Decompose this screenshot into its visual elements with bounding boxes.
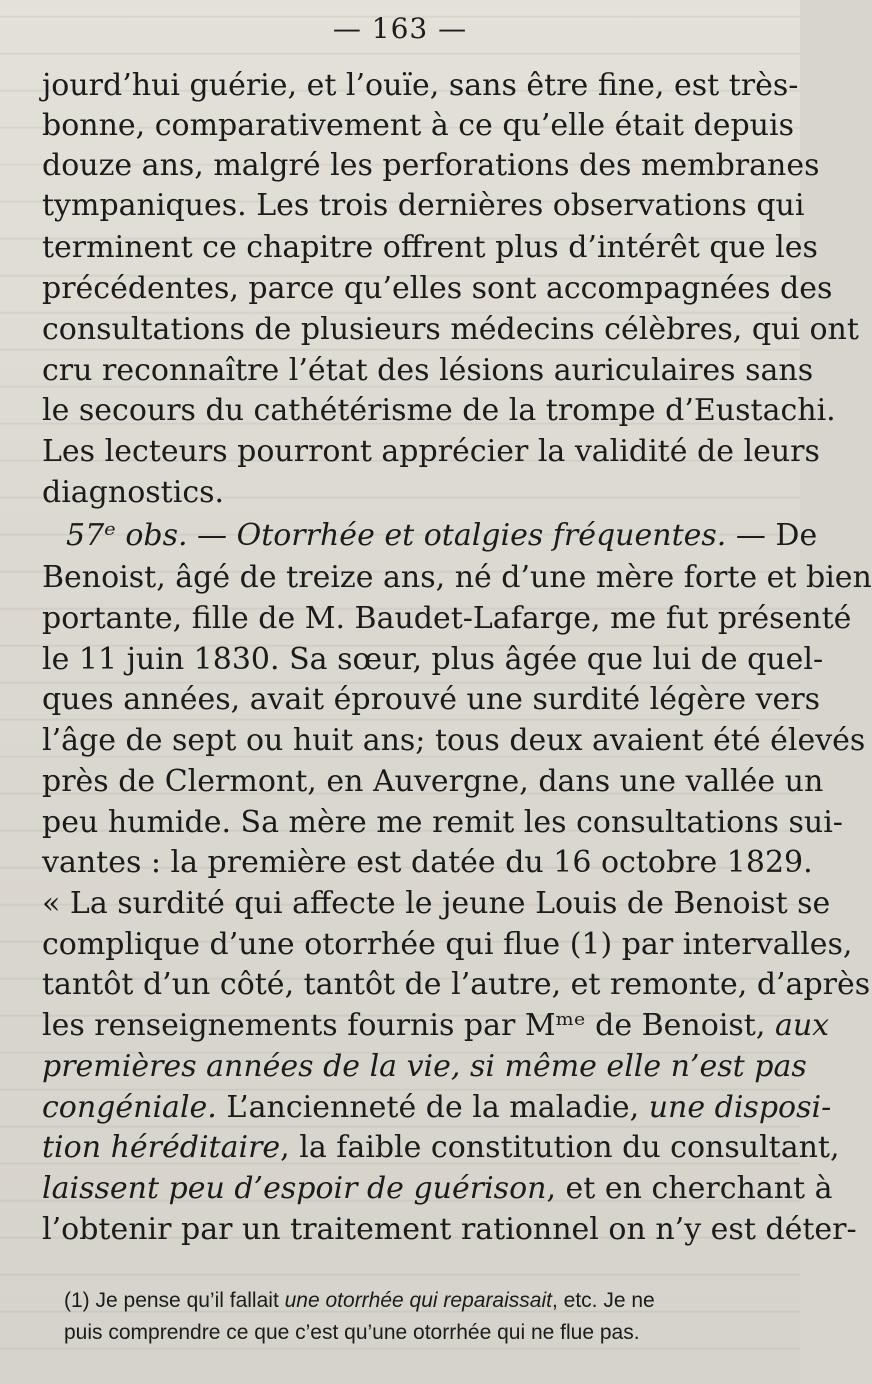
text-fragment: , la faible constitution du consultant, <box>280 1130 840 1165</box>
text-line: tympaniques. Les trois dernières observations qui <box>42 188 805 223</box>
text-fragment: L’ancienneté de la maladie, <box>216 1090 649 1125</box>
text-line: terminent ce chapitre offrent plus d’intérêt que les <box>42 230 818 265</box>
text-line <box>42 1088 832 1128</box>
text-fragment: — De <box>726 518 818 553</box>
footnote-line: puis comprendre ce que c’est qu’une otorrhée qui ne flue pas. <box>64 1321 640 1344</box>
text-line: vantes : la première est datée du 16 octobre 1829. <box>42 845 813 880</box>
page-number: — 163 — <box>332 12 468 45</box>
text-line: tantôt d’un côté, tantôt de l’autre, et remonte, d’après <box>42 967 871 1002</box>
text-fragment: les renseignements fournis par Mᵐᵉ de Benoist, <box>42 1008 775 1043</box>
text-line <box>42 1047 807 1087</box>
text-line: l’âge de sept ou huit ans; tous deux avaient été élevés <box>42 723 866 758</box>
italic-fragment: premières années de la vie, si même elle n’est pas <box>42 1049 807 1084</box>
italic-fragment: congéniale. <box>42 1090 217 1125</box>
italic-fragment: une disposi- <box>648 1090 832 1125</box>
observation-heading <box>66 516 818 556</box>
footnote-text: , etc. Je ne <box>551 1289 655 1312</box>
footnote-italic: une otorrhée qui reparaissait <box>284 1289 552 1312</box>
footnote-line <box>64 1286 760 1316</box>
text-line: précédentes, parce qu’elles sont accompagnées des <box>42 271 833 306</box>
text-line: diagnostics. <box>42 475 225 510</box>
text-line: le secours du cathétérisme de la trompe d’Eustachi. <box>42 393 836 428</box>
text-line: portante, fille de M. Baudet-Lafarge, me fut présenté <box>42 601 852 636</box>
text-line: complique d’une otorrhée qui flue (1) par intervalles, <box>42 927 853 962</box>
text-line: Benoist, âgé de treize ans, né d’une mère forte et bien <box>42 560 872 595</box>
text-line: ques années, avait éprouvé une surdité légère vers <box>42 682 821 717</box>
italic-fragment: aux <box>774 1008 830 1043</box>
text-line: peu humide. Sa mère me remit les consultations sui- <box>42 805 843 840</box>
footnote-text: (1) Je pense qu’il fallait <box>64 1289 285 1312</box>
italic-fragment: tion héréditaire <box>42 1130 281 1165</box>
text-line <box>42 1128 840 1168</box>
text-line: douze ans, malgré les perforations des membranes <box>42 148 820 183</box>
text-line: jourd’hui guérie, et l’ouïe, sans être fine, est très- <box>42 68 799 103</box>
text-line <box>42 1006 830 1046</box>
observation-title: 57ᵉ obs. — Otorrhée et otalgies fréquentes. <box>66 518 727 553</box>
italic-fragment: laissent peu d’espoir de guérison <box>42 1171 547 1206</box>
text-line: cru reconnaître l’état des lésions auriculaires sans <box>42 353 814 388</box>
text-line: l’obtenir par un traitement rationnel on n’y est déter- <box>42 1212 857 1247</box>
text-line: près de Clermont, en Auvergne, dans une vallée un <box>42 764 824 799</box>
text-line: le 11 juin 1830. Sa sœur, plus âgée que lui de quel- <box>42 642 824 677</box>
text-line: « La surdité qui affecte le jeune Louis de Benoist se <box>42 886 831 921</box>
text-fragment: , et en cherchant à <box>546 1171 833 1206</box>
text-line: Les lecteurs pourront apprécier la validité de leurs <box>42 434 820 469</box>
text-line: consultations de plusieurs médecins célèbres, qui ont <box>42 312 859 347</box>
text-line <box>42 1169 833 1209</box>
text-line: bonne, comparativement à ce qu’elle était depuis <box>42 108 794 143</box>
